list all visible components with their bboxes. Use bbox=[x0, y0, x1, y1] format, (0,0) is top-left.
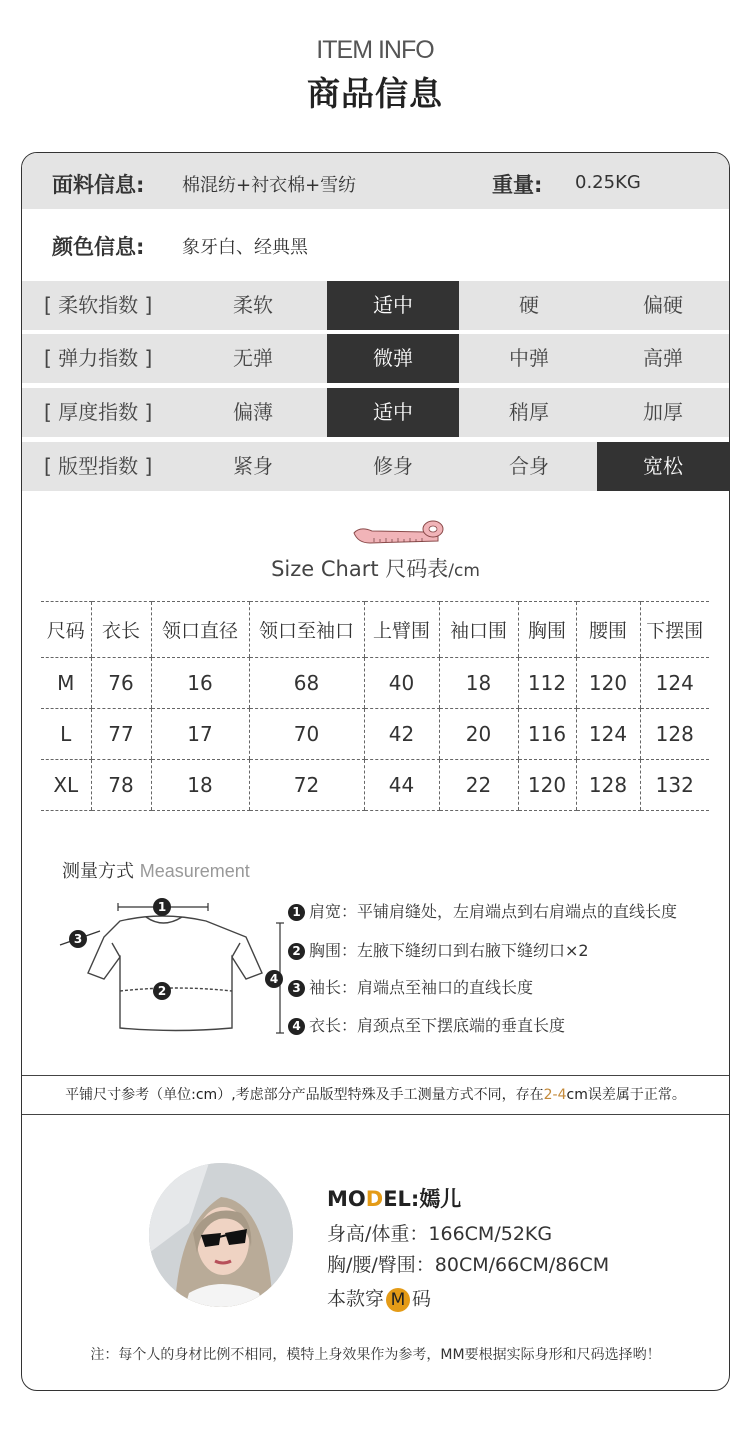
index-option-selected: 适中 bbox=[327, 281, 459, 330]
size-cell: M bbox=[41, 658, 91, 709]
index-option: 偏硬 bbox=[643, 293, 683, 317]
size-header-row bbox=[41, 602, 709, 658]
size-cell: 68 bbox=[249, 658, 364, 709]
index-option: 柔软 bbox=[233, 293, 273, 317]
product-info-card bbox=[21, 152, 730, 1391]
size-header-cell: 腰围 bbox=[576, 602, 640, 658]
size-cell: 22 bbox=[439, 760, 518, 811]
svg-text:4: 4 bbox=[269, 972, 279, 986]
wear-size-badge: M bbox=[386, 1288, 410, 1312]
weight-value: 0.25KG bbox=[575, 172, 641, 193]
header-title-cn: 商品信息 bbox=[307, 74, 443, 113]
measurement-text: 胸围：左腋下缝纫口到右腋下缝纫口×2 bbox=[309, 941, 589, 960]
index-row-label: [ 版型指数 ] bbox=[44, 454, 153, 478]
tape-measure-icon bbox=[350, 519, 448, 549]
model-prefix-2: EL: bbox=[383, 1187, 420, 1211]
index-row-label: [ 弹力指数 ] bbox=[44, 346, 153, 370]
index-option: 紧身 bbox=[233, 454, 273, 478]
size-cell: 120 bbox=[576, 658, 640, 709]
size-chart-title bbox=[22, 553, 729, 583]
model-prefix-accent: D bbox=[365, 1187, 384, 1211]
size-cell: 124 bbox=[576, 709, 640, 760]
measurement-item bbox=[288, 938, 589, 961]
size-header-cell: 领口至袖口 bbox=[249, 602, 364, 658]
index-option: 硬 bbox=[519, 293, 539, 317]
measurement-title bbox=[62, 857, 250, 883]
index-row bbox=[22, 334, 729, 383]
size-cell: 116 bbox=[518, 709, 576, 760]
size-cell: 132 bbox=[640, 760, 709, 811]
measurement-title-en: Measurement bbox=[139, 861, 250, 881]
size-cell: 77 bbox=[91, 709, 151, 760]
model-name: 嫣儿 bbox=[419, 1187, 462, 1211]
index-option-selected: 宽松 bbox=[597, 442, 729, 491]
size-chart-title-cn: 尺码表 bbox=[385, 557, 449, 581]
size-cell: 16 bbox=[151, 658, 249, 709]
measurement-number-icon: 4 bbox=[288, 1018, 305, 1035]
fabric-label: 面料信息: bbox=[52, 173, 145, 197]
size-chart-table bbox=[41, 601, 709, 811]
flat-note-text-1: 平铺尺寸参考（单位:cm）,考虑部分产品版型特殊及手工测量方式不同，存在 bbox=[65, 1087, 544, 1103]
index-row bbox=[22, 281, 729, 330]
index-option: 加厚 bbox=[643, 400, 683, 424]
wear-text-after: 码 bbox=[412, 1288, 432, 1310]
size-header-cell: 上臂围 bbox=[364, 602, 439, 658]
size-cell: 78 bbox=[91, 760, 151, 811]
size-cell: 20 bbox=[439, 709, 518, 760]
size-row bbox=[41, 658, 709, 709]
measurement-item bbox=[288, 975, 533, 998]
index-option: 偏薄 bbox=[233, 400, 273, 424]
size-header-cell: 衣长 bbox=[91, 602, 151, 658]
svg-text:3: 3 bbox=[73, 932, 83, 946]
model-height-weight: 身高/体重：166CM/52KG bbox=[327, 1223, 553, 1245]
index-row bbox=[22, 442, 729, 491]
svg-text:2: 2 bbox=[157, 984, 167, 998]
fabric-value: 棉混纺+衬衣棉+雪纺 bbox=[182, 175, 357, 196]
size-header-cell: 袖口围 bbox=[439, 602, 518, 658]
header-title-en: ITEM INFO bbox=[316, 36, 434, 64]
flat-note-highlight: 2-4 bbox=[543, 1087, 567, 1103]
size-cell: 18 bbox=[439, 658, 518, 709]
size-cell: 42 bbox=[364, 709, 439, 760]
measurement-number-icon: 1 bbox=[288, 904, 305, 921]
shirt-measurement-diagram bbox=[50, 893, 290, 1043]
size-cell: 112 bbox=[518, 658, 576, 709]
size-cell: 124 bbox=[640, 658, 709, 709]
size-row bbox=[41, 760, 709, 811]
size-cell: 40 bbox=[364, 658, 439, 709]
size-cell: 72 bbox=[249, 760, 364, 811]
measurement-text: 衣长：肩颈点至下摆底端的垂直长度 bbox=[309, 1016, 566, 1035]
size-header-cell: 领口直径 bbox=[151, 602, 249, 658]
flat-size-note bbox=[22, 1075, 729, 1115]
size-header-cell: 下摆围 bbox=[640, 602, 709, 658]
color-label: 颜色信息: bbox=[52, 235, 145, 259]
model-name-line bbox=[327, 1183, 461, 1213]
size-header-cell: 胸围 bbox=[518, 602, 576, 658]
size-cell: XL bbox=[41, 760, 91, 811]
size-cell: L bbox=[41, 709, 91, 760]
model-wear-size-line bbox=[327, 1284, 431, 1312]
size-chart-unit: /cm bbox=[448, 561, 480, 581]
flat-note-text-2: cm误差属于正常。 bbox=[566, 1087, 686, 1103]
size-cell: 70 bbox=[249, 709, 364, 760]
size-cell: 44 bbox=[364, 760, 439, 811]
index-row-label: [ 厚度指数 ] bbox=[44, 400, 153, 424]
index-option-selected: 微弹 bbox=[327, 334, 459, 383]
index-row-label: [ 柔软指数 ] bbox=[44, 293, 153, 317]
size-cell: 18 bbox=[151, 760, 249, 811]
size-row bbox=[41, 709, 709, 760]
svg-text:1: 1 bbox=[157, 900, 167, 914]
index-option: 中弹 bbox=[509, 346, 549, 370]
size-cell: 17 bbox=[151, 709, 249, 760]
index-row bbox=[22, 388, 729, 437]
index-option: 无弹 bbox=[233, 346, 273, 370]
measurement-item bbox=[288, 899, 677, 922]
model-bwh: 胸/腰/臀围：80CM/66CM/86CM bbox=[327, 1254, 610, 1276]
fabric-row bbox=[22, 153, 729, 209]
index-option: 合身 bbox=[509, 454, 549, 478]
color-value: 象牙白、经典黑 bbox=[182, 237, 308, 258]
model-note: 注：每个人的身材比例不相同，模特上身效果作为参考，MM要根据实际身形和尺码选择哟！ bbox=[90, 1347, 661, 1363]
index-option: 高弹 bbox=[643, 346, 683, 370]
model-avatar bbox=[149, 1163, 293, 1307]
size-cell: 76 bbox=[91, 658, 151, 709]
size-cell: 120 bbox=[518, 760, 576, 811]
measurement-text: 肩宽：平铺肩缝处，左肩端点到右肩端点的直线长度 bbox=[309, 902, 678, 921]
measurement-item bbox=[288, 1013, 565, 1036]
size-chart-title-en: Size Chart bbox=[271, 557, 379, 581]
model-prefix-1: MO bbox=[327, 1187, 366, 1211]
index-option-selected: 适中 bbox=[327, 388, 459, 437]
measurement-number-icon: 3 bbox=[288, 980, 305, 997]
size-header-cell: 尺码 bbox=[41, 602, 91, 658]
weight-label: 重量: bbox=[492, 173, 543, 197]
size-cell: 128 bbox=[640, 709, 709, 760]
index-option: 稍厚 bbox=[509, 400, 549, 424]
measurement-number-icon: 2 bbox=[288, 943, 305, 960]
measurement-title-cn: 测量方式 bbox=[62, 861, 134, 882]
index-option: 修身 bbox=[373, 454, 413, 478]
wear-text-before: 本款穿 bbox=[327, 1288, 385, 1310]
measurement-text: 袖长：肩端点至袖口的直线长度 bbox=[309, 978, 534, 997]
size-cell: 128 bbox=[576, 760, 640, 811]
